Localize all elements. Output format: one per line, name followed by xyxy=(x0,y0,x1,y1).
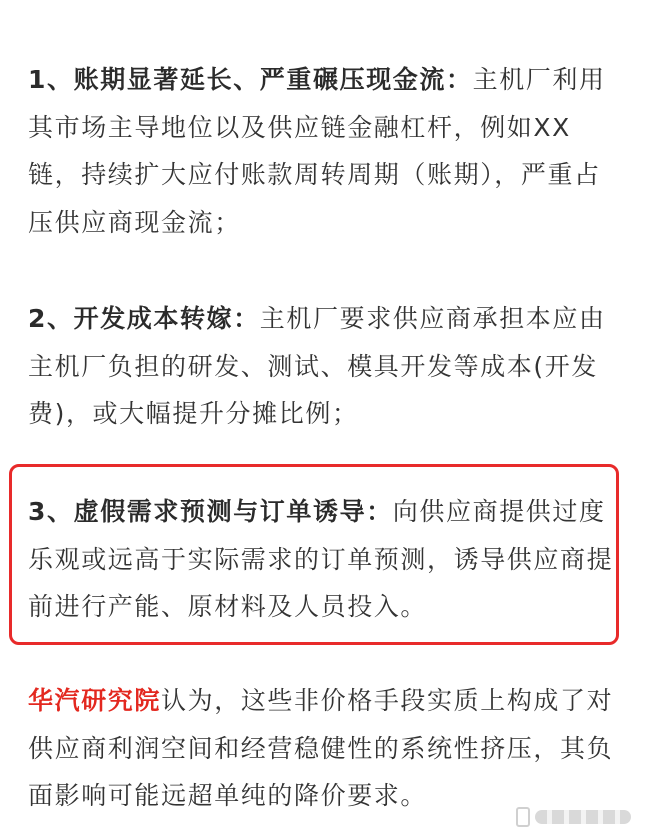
point-1-paragraph xyxy=(28,56,618,246)
point-3-text: 向供应商提供过度乐观或远高于实际需求的订单预测，诱导供应商提前进行产能、原材料及人员投入。 xyxy=(28,497,614,621)
conclusion-text: 认为，这些非价格手段实质上构成了对供应商利润空间和经营稳健性的系统性挤压，其负面影响可能远超单纯的降价要求。 xyxy=(28,686,614,810)
point-2-heading: 2、开发成本转嫁： xyxy=(28,304,260,333)
point-2-text: 主机厂要求供应商承担本应由主机厂负担的研发、测试、模具开发等成本(开发费)，或大幅提升分摊比例； xyxy=(28,304,606,428)
brand-name: 华汽研究院 xyxy=(28,686,162,715)
point-3-paragraph xyxy=(28,488,618,631)
conclusion-paragraph xyxy=(28,677,618,820)
watermark-icon xyxy=(516,807,530,827)
watermark xyxy=(516,805,631,829)
point-1-text: 主机厂利用其市场主导地位以及供应链金融杠杆，例如XX链，持续扩大应付账款周转周期（账期），严重占压供应商现金流； xyxy=(28,65,606,237)
point-1-heading: 1、账期显著延长、严重碾压现金流： xyxy=(28,65,473,94)
point-3-heading: 3、虚假需求预测与订单诱导： xyxy=(28,497,393,526)
watermark-logo xyxy=(535,810,631,824)
point-2-paragraph xyxy=(28,295,618,438)
